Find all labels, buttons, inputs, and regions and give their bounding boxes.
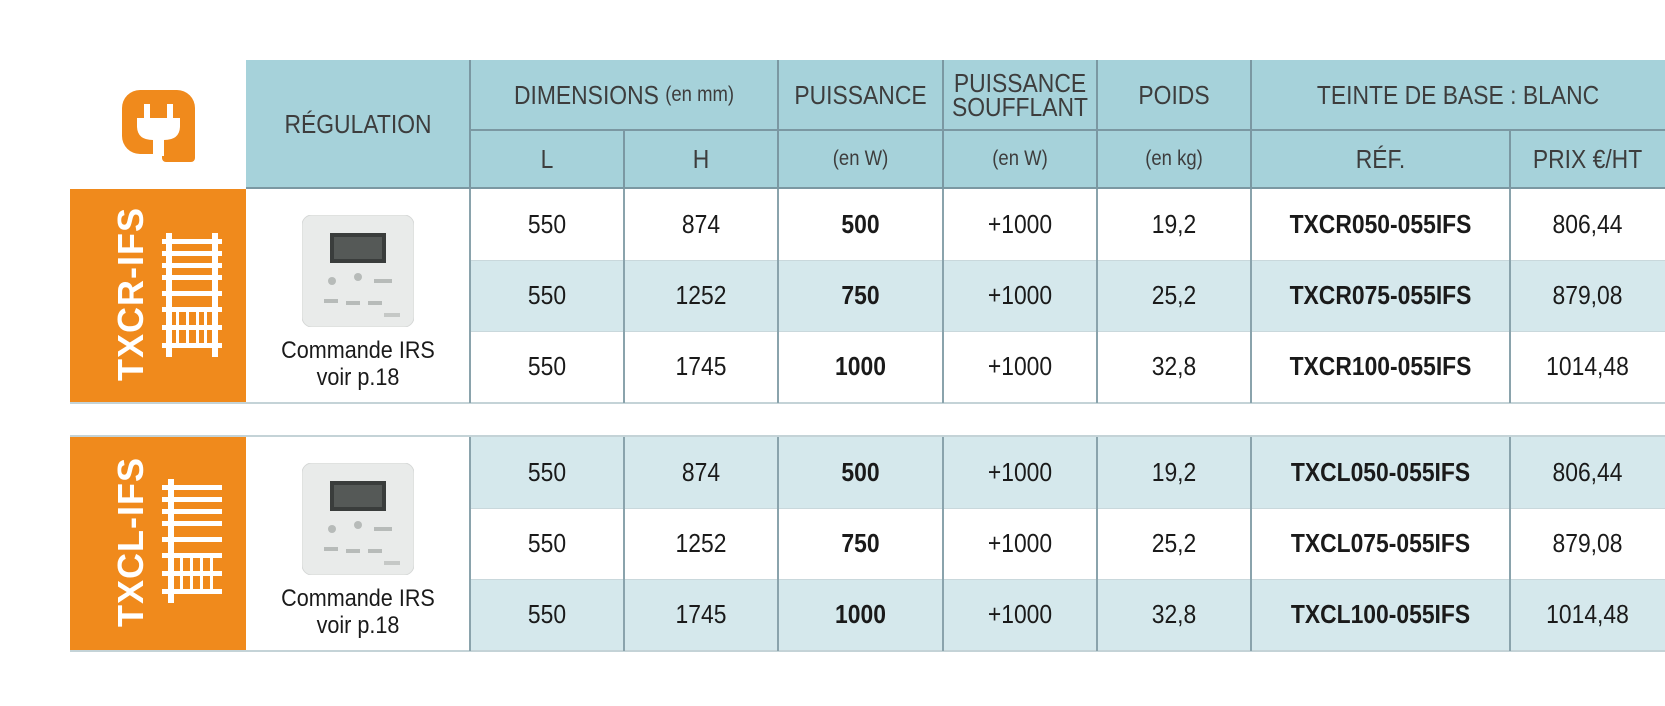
cell-h: 1745 [675,351,727,381]
cell-l: 550 [527,528,567,558]
cell-puissance: 1000 [835,351,886,381]
cell-puissance: 750 [841,280,880,310]
column-divider [1250,437,1252,651]
cell-h: 874 [681,457,721,487]
cell-l: 550 [527,599,567,629]
column-divider [777,189,779,403]
cell-soufflant: +1000 [987,457,1053,487]
cell-poids: 32,8 [1151,351,1197,381]
header-teinte: TEINTE DE BASE : BLANC [1316,80,1600,110]
column-divider [1096,437,1098,651]
header-dimensions-unit: (en mm) [665,83,735,106]
cell-soufflant: +1000 [987,351,1053,381]
product-group-title: TXCR-IFS [110,207,151,381]
regulation-text [257,585,459,639]
cell-puissance: 750 [841,528,880,558]
regulation-text [257,337,459,391]
table-row [470,331,1665,402]
cell-soufflant: +1000 [987,280,1053,310]
regulation-line2: voir p.18 [316,364,400,391]
cell-ref: TXCR075-055IFS [1289,280,1472,310]
product-group-title: TXCL-IFS [110,457,151,627]
cell-prix: 806,44 [1552,457,1623,487]
regulation-cell [246,437,470,651]
product-group-side-txcr [70,189,246,403]
cell-puissance: 500 [841,209,880,239]
cell-poids: 25,2 [1151,280,1197,310]
cell-poids: 25,2 [1151,528,1197,558]
cell-prix: 1014,48 [1546,351,1629,381]
cell-h: 1252 [675,528,727,558]
cell-puissance: 500 [841,457,880,487]
plug-icon [122,90,195,162]
cell-poids: 32,8 [1151,599,1197,629]
cell-soufflant: +1000 [987,209,1053,239]
column-divider [623,189,625,403]
thermostat-remote-icon [302,463,414,575]
cell-ref: TXCL050-055IFS [1290,457,1471,487]
header-divider [942,60,944,188]
header-dim-h: H [692,144,710,174]
cell-ref: TXCL075-055IFS [1290,528,1471,558]
header-divider [469,60,471,188]
column-divider [1509,189,1511,403]
cell-l: 550 [527,209,567,239]
regulation-line1: Commande IRS [281,337,435,364]
regulation-cell [246,189,470,403]
column-divider [942,437,944,651]
cell-soufflant: +1000 [987,528,1053,558]
cell-l: 550 [527,280,567,310]
cell-poids: 19,2 [1151,457,1197,487]
towel-radiator-icon [162,233,222,357]
header-divider [623,130,625,188]
header-prix: PRIX €/HT [1532,144,1643,174]
cell-l: 550 [527,351,567,381]
group-bottom-line [70,402,1665,404]
header-dimensions-label: DIMENSIONS [513,80,659,110]
column-divider [1509,437,1511,651]
row-divider [470,508,1665,509]
header-regulation: RÉGULATION [284,109,432,139]
cell-h: 1252 [675,280,727,310]
column-divider [942,189,944,403]
header-ref: RÉF. [1355,144,1406,174]
header-poids: POIDS [1138,80,1210,110]
header-divider [1096,60,1098,188]
row-divider [470,579,1665,580]
column-divider [623,437,625,651]
header-poids-unit: (en kg) [1145,147,1203,170]
cell-soufflant: +1000 [987,599,1053,629]
cell-h: 874 [681,209,721,239]
cell-ref: TXCR050-055IFS [1289,209,1472,239]
header-puissance: PUISSANCE [794,80,927,110]
cell-prix: 1014,48 [1546,599,1629,629]
column-divider [469,189,471,403]
header-dim-l: L [540,144,554,174]
cell-puissance: 1000 [835,599,886,629]
cell-prix: 879,08 [1552,528,1623,558]
header-divider [1509,130,1511,188]
cell-poids: 19,2 [1151,209,1197,239]
table-row [470,260,1665,331]
cell-prix: 806,44 [1552,209,1623,239]
header-soufflant-line1: PUISSANCE [953,68,1087,98]
header-puissance-soufflant [952,60,1088,130]
cell-prix: 879,08 [1552,280,1623,310]
header-divider [777,60,779,188]
towel-radiator-icon [162,479,222,603]
header-soufflant-unit: (en W) [992,147,1048,170]
column-divider [1096,189,1098,403]
table-row [470,579,1665,650]
header-divider [1250,60,1252,188]
cell-l: 550 [527,457,567,487]
cell-ref: TXCR100-055IFS [1289,351,1472,381]
row-divider [470,331,1665,332]
regulation-line2: voir p.18 [316,612,400,639]
cell-ref: TXCL100-055IFS [1290,599,1471,629]
header-puissance-unit: (en W) [832,147,889,170]
column-divider [777,437,779,651]
cell-h: 1745 [675,599,727,629]
column-divider [469,437,471,651]
row-divider [470,260,1665,261]
header-dimensions [488,60,759,130]
header-soufflant-line2: SOUFFLANT [951,92,1089,122]
column-divider [1250,189,1252,403]
thermostat-remote-icon [302,215,414,327]
regulation-line1: Commande IRS [281,585,435,612]
group-bottom-line [70,650,1665,652]
table-row [470,508,1665,579]
table-row [470,189,1665,260]
table-row [470,437,1665,508]
product-group-side-txcl [70,437,246,651]
